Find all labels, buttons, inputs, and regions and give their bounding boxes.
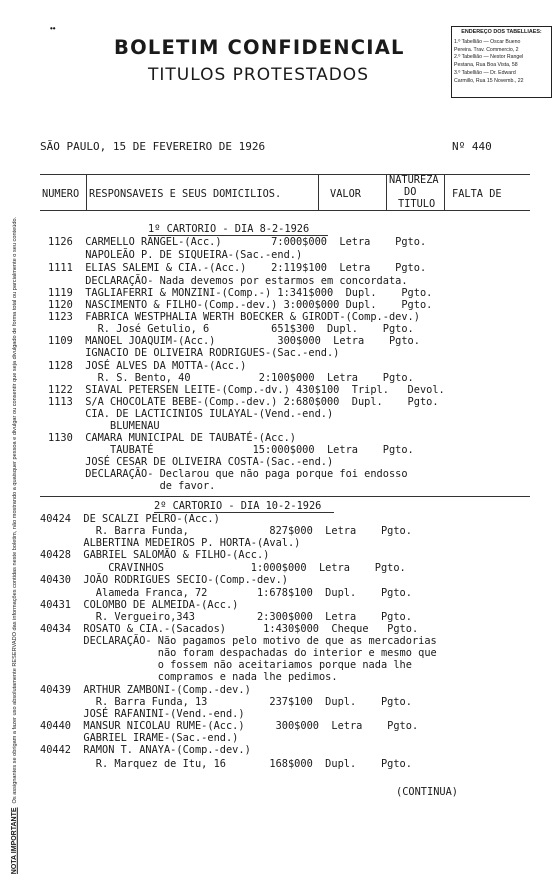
- entry-line: 1109 MANOEL JOAQUIM-(Acc.) 300$000 Letra Pgto.: [48, 335, 420, 347]
- entry-line: 1128 JOSÉ ALVES DA MOTTA-(Acc.): [48, 360, 247, 372]
- entry-line: 1122 SIAVAL PETERSEN LEITE-(Comp.-dv.) 430$100 Tripl. Devol.: [48, 384, 445, 396]
- entry-line: TAUBATÉ 15:000$000 Letra Pgto.: [48, 444, 414, 456]
- entry-line: 1123 FABRICA WESTPHALIA WERTH BOECKER & GIRODT-(Comp.-dev.): [48, 311, 420, 323]
- entry-line: R. José Getulio, 6 651$300 Dupl. Pgto.: [48, 323, 414, 335]
- column-header-natureza: NATUREZA: [389, 174, 439, 186]
- side-note-text: Os assignantes se obrigam a fazer uso absolutamente RESERVADO das informações contidas neste boletim, não mostrando a quaisquer pessoa e divulgar ou consentir que seja divulgado de forma total ou parcialmente o seu conteúdo.: [11, 216, 18, 804]
- address-heading: ENDEREÇO DOS TABELLIÃES:: [461, 29, 542, 35]
- page-title: BOLETIM CONFIDENCIAL: [114, 36, 405, 59]
- entry-line: 40440 MANSUR NICOLAU RUME-(Acc.) 300$000 Letra Pgto.: [40, 720, 419, 732]
- entry-line: 40439 ARTHUR ZAMBONI-(Comp.-dev.): [40, 684, 251, 696]
- entry-line: 40434 ROSATO & CIA.-(Sacados) 1:430$000 Cheque Pgto.: [40, 623, 419, 635]
- entry-line: JOSÉ RAFANINI-(Vend.-end.): [40, 708, 245, 720]
- continued-note: (CONTINUA): [396, 786, 458, 798]
- address-line: 1.º Tabellião — Oscar Bueno: [454, 38, 521, 45]
- declaration-line: não foram despachadas do interior e mesmo que: [40, 647, 437, 659]
- entry-line: CIA. DE LACTICINIOS IULAYAL-(Vend.-end.): [48, 408, 334, 420]
- entry-line: GABRIEL IRAME-(Sac.-end.): [40, 732, 239, 744]
- entry-line: 1120 NASCIMENTO & FILHO-(Comp.-dev.) 3:000$000 Dupl. Pgto.: [48, 299, 433, 311]
- address-line: 3.º Tabellião — Dr. Edward: [454, 69, 516, 76]
- column-header-natureza-do: DO: [404, 186, 417, 198]
- column-divider: [86, 174, 87, 210]
- section-heading: 1º CARTORIO - DIA 8-2-1926: [148, 223, 310, 235]
- page-subtitle: TITULOS PROTESTADOS: [148, 65, 369, 85]
- header-rule-bottom: [40, 210, 530, 211]
- column-header-responsaveis: RESPONSAVEIS E SEUS DOMICILIOS.: [89, 188, 282, 200]
- entry-line: 1113 S/A CHOCOLATE BEBE-(Comp.-dev.) 2:680$000 Dupl. Pgto.: [48, 396, 439, 408]
- declaration-line: de favor.: [48, 480, 216, 492]
- entry-line: JOSÉ CESAR DE OLIVEIRA COSTA-(Sac.-end.): [48, 456, 334, 468]
- entry-line: ALBERTINA MEDEIROS P. HORTA-(Aval.): [40, 537, 301, 549]
- column-header-natureza-titulo: TITULO: [398, 198, 436, 210]
- entry-line: 40430 JOÃO RODRIGUES SECIO-(Comp.-dev.): [40, 574, 288, 586]
- header-rule-top: [40, 174, 530, 175]
- entry-line: BLUMENAU: [48, 420, 160, 432]
- entry-line: IGNACIO DE OLIVEIRA RODRIGUES-(Sac.-end.): [48, 347, 340, 359]
- column-header-valor: VALOR: [330, 188, 361, 200]
- entry-line: 40428 GABRIEL SALOMÃO & FILHO-(Acc.): [40, 549, 270, 561]
- report-number: Nº 440: [452, 140, 492, 153]
- entry-line: R. S. Bento, 40 2:100$000 Letra Pgto.: [48, 372, 414, 384]
- entry-line: Alameda Franca, 72 1:678$100 Dupl. Pgto.: [40, 587, 412, 599]
- declaration-line: compramos e nada lhe pedimos.: [40, 671, 338, 683]
- entry-line: 40424 DE SCALZI PELRO-(Acc.): [40, 513, 220, 525]
- entry-line: 40431 COLOMBO DE ALMEIDA-(Acc.): [40, 599, 239, 611]
- address-line: Pestana, Rua Boa Vista, 58: [454, 62, 518, 69]
- column-divider: [386, 174, 387, 210]
- entry-line: R. Marquez de Itu, 16 168$000 Dupl. Pgto.: [40, 758, 412, 770]
- address-line: Pereira. Trav. Commercio, 2: [454, 46, 519, 53]
- entry-line: R. Barra Funda, 827$000 Letra Pgto.: [40, 525, 412, 537]
- entry-line: 1119 TAGLIAFERRI & MONZINI-(Comp.-) 1:341$000 Dupl. Pgto.: [48, 287, 433, 299]
- entry-line: R. Vergueiro,343 2:300$000 Letra Pgto.: [40, 611, 412, 623]
- notary-address-box: [451, 26, 552, 98]
- column-divider: [318, 174, 319, 210]
- address-line: Carmillo, Rua 15 Novemb., 22: [454, 77, 524, 84]
- declaration-line: DECLARAÇÃO- Declarou que não paga porque foi endosso: [48, 468, 408, 480]
- entry-line: R. Barra Funda, 13 237$100 Dupl. Pgto.: [40, 696, 412, 708]
- side-note-title: NOTA IMPORTANTE: [10, 807, 18, 874]
- header-mark: ••: [50, 24, 56, 33]
- declaration-line: DECLARAÇÃO- Não pagamos pelo motivo de que as mercadorias: [40, 635, 437, 647]
- section-separator: [40, 496, 530, 497]
- entry-line: NAPOLEÃO P. DE SIQUEIRA-(Sac.-end.): [48, 249, 303, 261]
- declaration-line: o fossem não aceitariamos porque nada lhe: [40, 659, 412, 671]
- entry-line: CRAVINHOS 1:000$000 Letra Pgto.: [40, 562, 406, 574]
- section-heading: 2º CARTORIO - DIA 10-2-1926: [154, 500, 322, 512]
- column-header-numero: NUMERO: [42, 188, 80, 200]
- address-line: 2.º Tabellião — Nestor Rangel: [454, 54, 524, 61]
- column-header-falta: FALTA DE: [452, 188, 502, 200]
- entry-line: 1126 CARMELLO RANGEL-(Acc.) 7:000$000 Letra Pgto.: [48, 236, 427, 248]
- column-divider: [444, 174, 445, 210]
- entry-line: 1130 CAMARA MUNICIPAL DE TAUBATÉ-(Acc.): [48, 432, 296, 444]
- entry-line: 1111 ELIAS SALEMI & CIA.-(Acc.) 2:119$100 Letra Pgto.: [48, 262, 427, 274]
- side-note: [11, 184, 19, 874]
- declaration-line: DECLARAÇÃO- Nada devemos por estarmos em concordata.: [48, 275, 408, 287]
- report-date: SÃO PAULO, 15 DE FEVEREIRO DE 1926: [40, 140, 266, 153]
- entry-line: 40442 RAMON T. ANAYA-(Comp.-dev.): [40, 744, 251, 756]
